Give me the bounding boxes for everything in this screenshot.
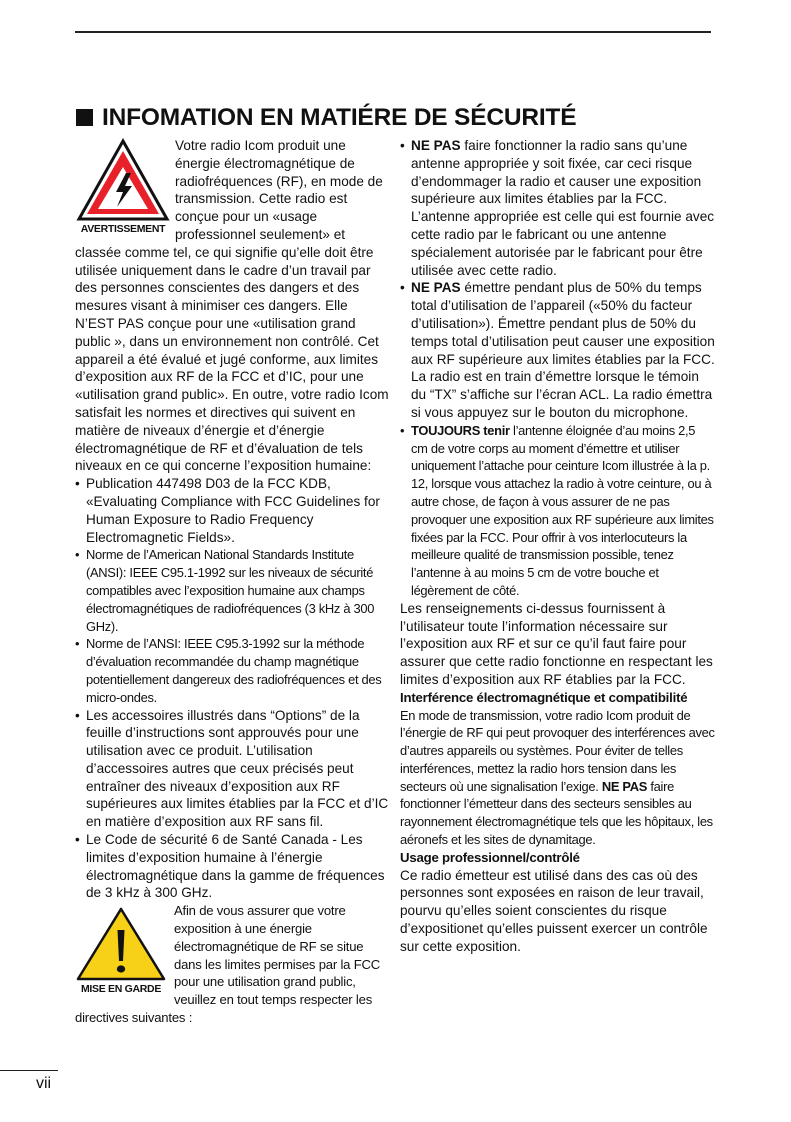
- caution-figure: [75, 906, 171, 1002]
- caution-caption: MISE EN GARDE: [80, 983, 162, 996]
- usage-heading: Usage professionnel/contrôlé: [400, 849, 580, 865]
- list-item: [400, 137, 715, 279]
- warning-caption: AVERTISSEMENT: [80, 223, 166, 235]
- usage-paragraph: Ce radio émetteur est utilisé dans des cas où des personnes sont exposées en raison de leur travail, pourvu qu’elles soient conscientes du risque d’expositionet qu’elles puissent exercer un contrôle sur cette exposition.: [400, 867, 708, 954]
- list-item: [400, 279, 715, 421]
- caution-block: [75, 902, 390, 1027]
- right-column: [400, 137, 715, 956]
- left-column: [75, 137, 390, 1027]
- standards-list: [75, 475, 390, 902]
- summary-paragraph: Les renseignements ci-dessus fournissent à l’utilisateur toute l’information nécessaire sur l’exposition aux RF et sur ce qu’il faut faire pour assurer que cette radio fonctionne en respectant les limites d’exposition aux RF établies par la FCC.: [400, 600, 713, 687]
- emi-text: faire fonctionner l’émetteur dans des secteurs sensibles au rayonnement électromagnétique tels que les hôpitaux, les aéronefs et les sites de dynamitage.: [400, 778, 713, 848]
- exclamation-warning-icon: [75, 906, 167, 982]
- emi-heading: Interférence électromagnétique et compatibilité: [400, 689, 688, 705]
- page-title-text: INFOMATION EN MATIÉRE DE SÉCURITÉ: [102, 104, 577, 131]
- warning-figure: [75, 137, 173, 237]
- top-rule: [75, 31, 711, 33]
- directives-list: [400, 137, 715, 600]
- list-item: • Norme de l’ANSI: IEEE C95.3-1992 sur la méthode d’évaluation recommandée du champ magnétique potentiellement dangereux des radiofréquences et des micro-ondes.: [75, 635, 390, 706]
- page-number-rule: [0, 1070, 58, 1071]
- high-voltage-warning-icon: [75, 137, 171, 223]
- caution-paragraph: Afin de vous assurer que votre exposition à une énergie électromagnétique de RF se situe dans les limites permises par la FCC pour une utilisation grand public, veuillez en tout temps respecter les directives suivantes :: [75, 903, 381, 1026]
- list-item: • Norme de l’American National Standards Institute (ANSI): IEEE C95.1-1992 sur les niveaux de sécurité compatibles avec l’exposition humaine aux champs électromagnétiques de radiofréquences (3 kHz à 300 GHz).: [75, 546, 390, 635]
- list-item-text: l’antenne éloignée d’au moins 2,5 cm de votre corps au moment d’émettre et utiliser uniquement l’attache pour ceinture Icom illustrée à la p. 12, lorsque vous attachez la radio à votre ceinture, ou à autre chose, de façon à vous assurer de ne pas provoquer une exposition aux RF supérieure aux limites fixées par la FCC. Pour offrir à vos interlocuteurs la meilleure qualité de transmission possible, tenez l’antenne à au moins 5 cm de votre bouche et légèrement de côté.: [411, 422, 714, 598]
- emphasis: TOUJOURS tenir: [411, 422, 510, 438]
- list-item: • Le Code de sécurité 6 de Santé Canada - Les limites d’exposition humaine à l’énergie électromagnétique dans la gamme de fréquences de 3 kHz à 300 GHz.: [75, 831, 390, 902]
- emphasis: NE PAS: [411, 138, 461, 153]
- page-number: vii: [36, 1075, 52, 1092]
- list-item: • Publication 447498 D03 de la FCC KDB, «Evaluating Compliance with FCC Guidelines for Human Exposure to Radio Frequency Electromagnetic Fields».: [75, 475, 390, 546]
- intro-paragraph: Votre radio Icom produit une énergie électromagnétique de radiofréquences (RF), en mode de transmission. Cette radio est conçue pour un «usage professionnel seulement» et classée comme tel, ce qui signifie qu’elle doit être utilisée uniquement dans le cadre d’un travail par des personnes conscientes des dangers et des mesures visant à minimiser ces dangers. Elle N’EST PAS conçue pour une «utilisation grand public », dans un environnement non contrôlé. Cet appareil a été évalué et jugé conforme, aux limites d’exposition aux RF de la FCC et d’IC, pour une «utilisation grand public». En outre, votre radio Icom satisfait les normes et directives qui suivent en matière de niveaux d’énergie et d’énergie électromagnétique de RF et d’évaluation de tels niveaux en ce qui concerne l’exposition humaine:: [75, 138, 389, 474]
- warning-block: [75, 137, 390, 475]
- emphasis: NE PAS: [601, 778, 648, 794]
- emi-text: En mode de transmission, votre radio Icom produit de l’énergie de RF qui peut provoquer des interférences avec d’autres appareils ou systèmes. Pour éviter de telles interférences, mettez la radio hors tension dans les secteurs où une signalisation l’exige.: [400, 707, 715, 794]
- page-title: [76, 101, 716, 135]
- list-item-text: faire fonctionner la radio sans qu’une antenne appropriée y soit fixée, car ceci risque d’endommager la radio et causer une exposition supérieure aux limites établies par la FCC. L’antenne appropriée est celle qui est fournie avec cette radio par le fabricant ou une antenne spécialement autorisée par le fabricant pour être utilisée avec cette radio.: [411, 138, 715, 278]
- list-item: [400, 422, 715, 600]
- square-bullet-icon: [76, 109, 93, 126]
- emphasis: NE PAS: [411, 280, 461, 296]
- emi-paragraph: [400, 707, 715, 849]
- list-item: • Les accessoires illustrés dans “Options” de la feuille d’instructions sont approuvés pour une utilisation avec ce produit. L’utilisation d’accessoires autres que ceux précisés peut entraîner des niveaux d’exposition aux RF supérieures aux limites établies par la FCC et d’IC en matière d’exposition aux RF sans fil.: [75, 707, 390, 832]
- list-item-text: émettre pendant plus de 50% du temps total d’utilisation de l’appareil («50% du facteur d’utilisation»). Émettre pendant plus de 50% du temps total d’utilisation peut causer une exposition aux RF supérieure aux limites établies par la FCC. La radio est en train d’émettre lorsque le témoin du “TX” s’affiche sur l’écran ACL. La radio émettra si vous appuyez sur le bouton du microphone.: [411, 280, 715, 420]
